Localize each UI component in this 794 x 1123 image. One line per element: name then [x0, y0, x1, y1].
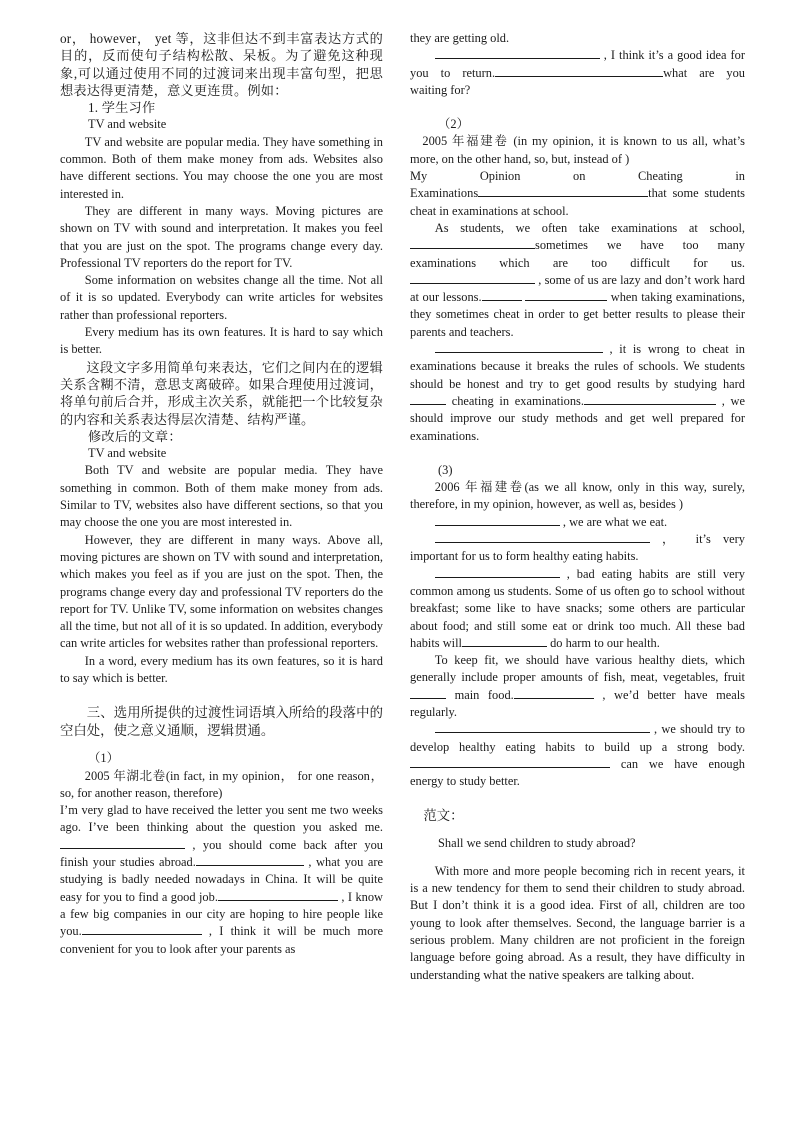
blank-field[interactable] — [482, 289, 522, 301]
blank-field[interactable] — [82, 923, 202, 935]
blank-field[interactable] — [410, 687, 446, 699]
exercise-1-source: 2005 年湖北卷(in fact, in my opinion， for one reason， so, for another reason, therefore) — [60, 768, 383, 800]
revised-heading: 修改后的文章： — [88, 428, 182, 444]
left-column — [60, 30, 383, 958]
exercise-3-source: 2006 年福建卷(as we all know, only in this way, surely, therefore, in my opinion, however, as well as, besides ) — [410, 480, 745, 512]
blank-field[interactable] — [60, 837, 185, 849]
blank-field[interactable] — [196, 854, 304, 866]
blank-field[interactable] — [435, 721, 650, 733]
original-paragraph: Every medium has its own features. It is hard to say which is better. — [60, 325, 383, 357]
original-essay-title: TV and website — [88, 117, 167, 132]
original-paragraph: TV and website are popular media. They have something in common. Both of them make money from ads. Websites also have different sections. You may choose the one you are most interested in. — [60, 134, 383, 201]
section-3-heading: 三、选用所提供的过渡性词语填入所给的段落中的空白处，使之意义通顺，逻辑贯通。 — [60, 705, 383, 739]
blank-field[interactable] — [410, 237, 535, 249]
blank-field[interactable] — [478, 185, 648, 197]
model-essay-title: Shall we send children to study abroad? — [438, 836, 636, 851]
exercise-1-text: I’m very glad to have received the letter you sent me two weeks ago. I’ve been thinking about the question you asked me. , you should come back after you finish your studies abroad. , what you are studying is badly needed nowadays in China. It will be quite easy for you to find a good job. , I know a few big companies in our city are hoping to hire people like you. , I think it will be much more convenient for you to look after your parents as — [60, 803, 383, 956]
intro-paragraph: or， however， yet 等，这非但达不到丰富表达方式的目的，反而使句子结构松散、呆板。为了避免这种现象,可以通过使用不同的过渡词来出现丰富句型，把思想表达得更清楚，意义更连贯。例如： — [60, 31, 383, 98]
blank-field[interactable] — [435, 47, 600, 59]
exercise-2-paragraph: As students, we often take examinations at school,sometimes we have too many examinations which are too difficult for us. , some of us are lazy and don’t work hard at our lessons. when taking examinations, they sometimes cheat in order to get better results to please their parents and teachers. — [410, 220, 745, 339]
exercise-2-paragraph: , it is wrong to cheat in examinations because it breaks the rules of schools. We students should be honest and try to get good results by studying hard cheating in examinations. , we should improve our study methods and get well prepared for examinations. — [410, 342, 745, 443]
blank-field[interactable] — [514, 687, 594, 699]
original-paragraph: They are different in many ways. Moving pictures are shown on TV with sound and interpretation. It makes you feel that you are just on the spot. The programs change every day. Professional TV reporters do the report for TV. — [60, 203, 383, 270]
exercise-1-continued: they are getting old. — [410, 31, 510, 45]
revised-paragraph: In a word, every medium has its own features, so it is hard to say which is better. — [60, 653, 383, 685]
blank-field[interactable] — [495, 65, 663, 77]
blank-field[interactable] — [435, 341, 603, 353]
exercise-1-number: （1） — [88, 751, 119, 766]
blank-field[interactable] — [435, 566, 560, 578]
right-column: they are getting old. , I think it’s a good idea for you to return. what are you waiting for? （2） 2005 年福建卷 (in my opinion, it is known to us all, what’s more, on the other hand, so, but, instead of ) My Opinion on Cheating in Examinations that some students cheat in examinations at school. As students, we often take examinations at school,sometimes we have too many examinations which are too difficult for us. , some of us are lazy and don’t work hard at our lessons. when taking examinations, they sometimes cheat in order to get better results to please their parents and teachers. , it is wrong to cheat in examinations because it breaks the rules of schools. We students should be honest and try to get good results by studying hard cheating in examinations. , we should improve our study methods and get well prepared for examinations. (3) 2006 年福建卷(as we all know, only in this way, surely, therefore, in my opinion, however, as well as, besides ) , we are what we eat. ， it’s very important for us to form healthy eating habits. , bad eating habits are still very common among us students. Some of us often go to school without breakfast; some like to have snacks; some others are particular about food; and still some eat or drink too much. All these bad habits will do harm to our health. To keep fit, we should have various healthy diets, which generally include proper amounts of fish, meat, vegetables, fruit main food. , we’d better have meals regularly. , we should try to develop healthy eating habits to build up a strong body. can we have enough energy to study better. 范文： Shall we send children to study abroad? With more and more people becoming rich in recent years, it is a new tendency for them to send their children to study abroad. But I don’t think it is a good idea. First of all, children are too young to look after themselves. Second, the language barrier is a serious problem. Many children are not proficient in the foreign language before going abroad. As a result, they have difficulty in understanding what the native speakers are talking about. — [410, 30, 745, 984]
blank-field[interactable] — [525, 289, 607, 301]
exercise-3-number: (3) — [438, 462, 453, 477]
exercise-2-number: （2） — [438, 117, 469, 132]
sample-heading: 1. 学生习作 — [88, 100, 156, 116]
blank-field[interactable] — [410, 393, 446, 405]
blank-field[interactable] — [435, 514, 560, 526]
revised-paragraph: Both TV and website are popular media. They have something in common. Both of them make money from ads. Similar to TV, websites also have different sections, so that you may choose the one you are most interested in. — [60, 463, 383, 530]
blank-field[interactable] — [584, 393, 716, 405]
blank-field[interactable] — [410, 272, 535, 284]
blank-field[interactable] — [462, 635, 547, 647]
exercise-2-title-line: My Opinion on Cheating in Examinations that some students cheat in examinations at school. — [410, 169, 745, 218]
model-essay-label: 范文： — [423, 808, 464, 824]
commentary-paragraph: 这段文字多用简单句来表达，它们之间内在的逻辑关系含糊不清，意思支离破碎。如果合理使用过渡词，将单句前后合并，形成主次关系，就能把一个比较复杂的内容和关系表达得层次清楚、结构严谨。 — [60, 359, 383, 427]
original-paragraph: Some information on websites change all the time. Not all of it is so updated. Everybody can write articles for websites rather than professional reporters. — [60, 273, 383, 322]
blank-field[interactable] — [435, 531, 650, 543]
blank-field[interactable] — [410, 756, 610, 768]
blank-field[interactable] — [218, 889, 338, 901]
model-essay-paragraph: With more and more people becoming rich in recent years, it is a new tendency for them to send their children to study abroad. But I don’t think it is a good idea. First of all, children are too young to look after themselves. Second, the language barrier is a serious problem. Many children are not proficient in the foreign language before going abroad. As a result, they have difficulty in understanding what the native speakers are talking about. — [410, 863, 745, 982]
revised-paragraph: However, they are different in many ways. Above all, moving pictures are shown on TV with sound and interpretation, which makes you feel as if you are just on the spot. Then, the programs change every day and professional TV reporters do the report for TV. Unlike TV, some information on websites changes all the time, but not all of it is so updated. In addition, everybody can write articles for websites rather than professional reporters. — [60, 532, 383, 651]
exercise-2-source: 2005 年福建卷 (in my opinion, it is known to us all, what’s more, on the other hand, so, but, instead of ) — [410, 134, 745, 166]
revised-essay-title: TV and website — [88, 446, 167, 461]
